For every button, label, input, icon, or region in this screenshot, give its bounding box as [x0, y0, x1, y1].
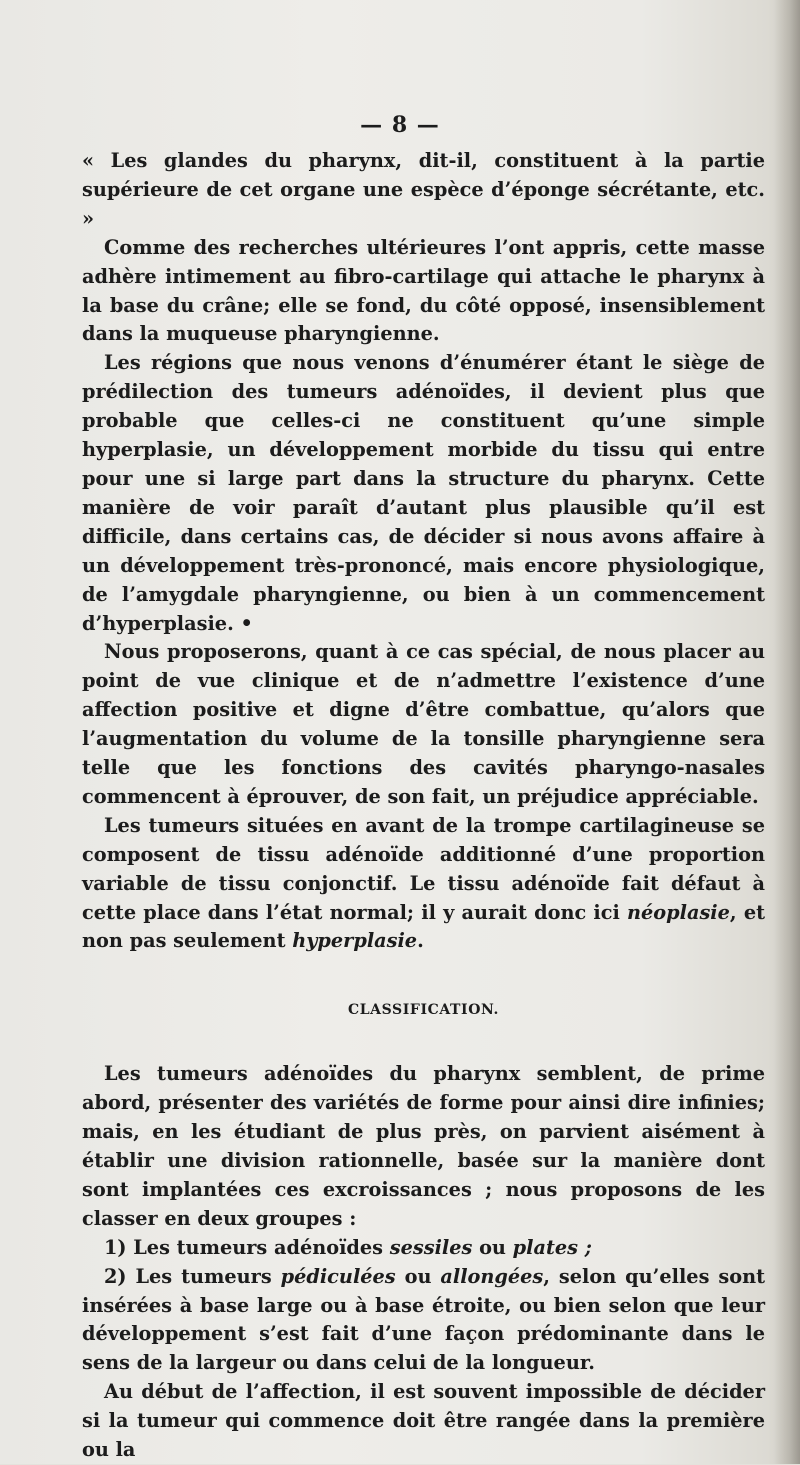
paragraph-debut: Au début de l’affection, il est souvent impossible de décider si la tumeur qui commence doit être rangée dans la première ou la	[82, 1380, 765, 1462]
paragraph-neoplasie	[82, 812, 765, 957]
neoplasie-text-before: Les tumeurs situées en avant de la trompe cartilagineuse se composent de tissu adénoïde additionné d’une proportion variable de tissu conjonctif. Le tissu adénoïde fait défaut à cette place dans l’état normal; il y aurait donc ici	[82, 813, 765, 924]
plates-term: plates ;	[512, 1235, 592, 1259]
item1-prefix: 1) Les tumeurs adénoïdes	[104, 1235, 390, 1259]
paragraph-masse: Comme des recherches ultérieures l’ont appris, cette masse adhère intimement au fibro-cartilage qui attache le pharynx à la base du crâne; elle se fond, du côté opposé, insensiblement dans la muqueuse pharyngienne.	[82, 235, 765, 346]
neoplasie-text-after: .	[417, 929, 424, 953]
paragraph-groupes: Les tumeurs adénoïdes du pharynx semblent, de prime abord, présenter des variétés de forme pour ainsi dire infinies; mais, en les étudiant de plus près, on parvient aisément à établir une division rationnelle, basée sur la manière dont sont implantées ces excroissances ; nous proposons de les classer en deux groupes :	[82, 1062, 765, 1230]
page-edge-shadow	[774, 0, 800, 1464]
item2-mid: ou	[395, 1264, 441, 1288]
item2-after: , selon qu’elles sont insérées à base large ou à base étroite, ou bien selon que leur développement s’est fait d’une façon prédominante dans le sens de la largeur ou dans celui de la longueur.	[82, 1264, 765, 1375]
hyperplasie-term: hyperplasie	[292, 929, 418, 953]
item2-prefix: 2) Les tumeurs	[104, 1264, 281, 1288]
paragraph-quote: « Les glandes du pharynx, dit-il, constituent à la partie supérieure de cet organe une espèce d’éponge sécrétante, etc. »	[82, 149, 765, 230]
item1-mid: ou	[472, 1235, 513, 1259]
list-item-pediculees	[82, 1263, 765, 1379]
sessiles-term: sessiles	[389, 1235, 473, 1259]
pediculees-term: pédiculées	[280, 1264, 396, 1288]
paragraph-regions: Les régions que nous venons d’énumérer étant le siège de prédilection des tumeurs adénoïdes, il devient plus que probable que celles-ci ne constituent qu’une simple hyperplasie, un développement morbide du tissu qui entre pour une si large part dans la structure du pharynx. Cette manière de voir paraît d’autant plus plausible qu’il est difficile, dans certains cas, de décider si nous avons affaire à un développement très-prononcé, mais encore physiologique, de l’amygdale pharyngienne, ou bien à un commencement d’hyperplasie. •	[82, 351, 765, 635]
body-text	[82, 147, 765, 1465]
neoplasie-text-middle: , et non pas seulement	[82, 900, 765, 953]
neoplasie-term: néoplasie	[627, 900, 730, 924]
section-heading: CLASSIFICATION.	[348, 1002, 499, 1019]
page-number: — 8 —	[360, 112, 440, 138]
allongees-term: allongées	[440, 1264, 544, 1288]
paragraph-clinique: Nous proposerons, quant à ce cas spécial, de nous placer au point de vue clinique et de n’admettre l’existence d’une affection positive et digne d’être combattue, qu’alors que l’augmentation du volume de la tonsille pharyngienne sera telle que les fonctions des cavités pharyngo-nasales commencent à éprouver, de son fait, un préjudice appréciable.	[82, 640, 765, 808]
list-item-sessiles	[82, 1234, 765, 1263]
